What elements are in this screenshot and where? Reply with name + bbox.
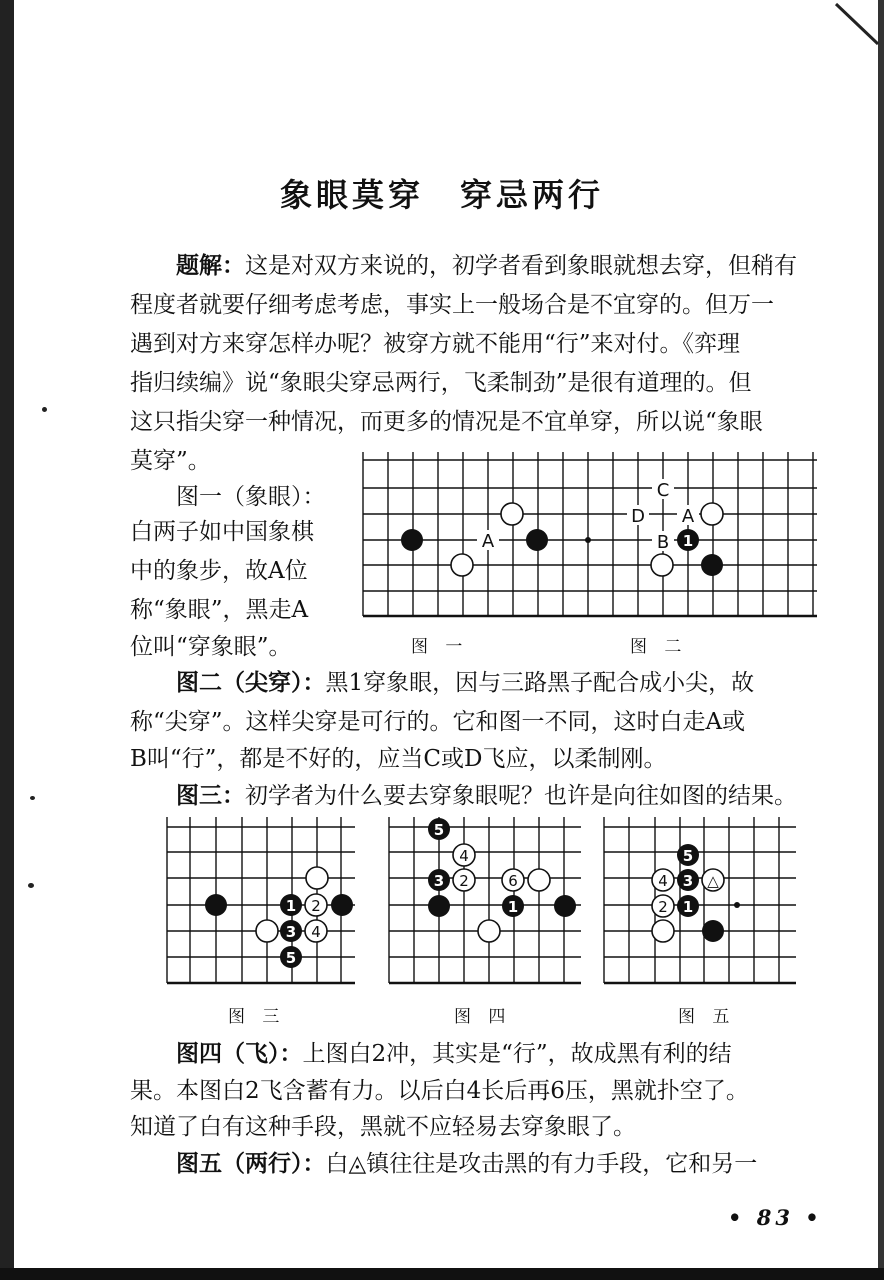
scan-speck (30, 796, 35, 800)
white-stone (478, 920, 500, 942)
point-label-b: B (656, 532, 670, 553)
point-label-d: D (631, 506, 645, 527)
move-number: 5 (433, 821, 445, 839)
caption-fig5: 图 五 (678, 1007, 736, 1027)
white-stone (701, 503, 723, 525)
intro-line-2: 程度者就要仔细考虑考虑，事实上一般场合是不宜穿的。但万一 (130, 292, 774, 318)
page-corner-fold (830, 0, 884, 50)
intro-line-4: 指归续编》说“象眼尖穿忌两行，飞柔制劲”是很有道理的。但 (130, 370, 752, 396)
move-number: 2 (658, 898, 668, 916)
move-number: 5 (682, 847, 694, 865)
move-number: 6 (508, 872, 518, 890)
fig1-label: 图一（象眼）： (176, 484, 326, 510)
fig1-line-3: 称“象眼”，黑走A (130, 597, 309, 623)
go-board-fig3 (160, 817, 360, 987)
fig2-label: 图二（尖穿）： (176, 670, 326, 696)
go-board-fig1-fig2 (355, 452, 825, 624)
intro-line-3: 遇到对方来穿怎样办呢？被穿方就不能用“行”来对付。《弈理 (130, 331, 741, 357)
fig4-line-1: 图四（飞）：上图白2冲，其实是“行”，故成黑有利的结 (176, 1041, 732, 1067)
move-number: 2 (311, 897, 321, 915)
move-number: 1 (507, 898, 519, 916)
white-stone (652, 920, 674, 942)
white-stone (256, 920, 278, 942)
scan-speck (42, 407, 47, 412)
move-number: 4 (311, 923, 321, 941)
black-stone (401, 529, 423, 551)
fig1-line-2: 中的象步，故A位 (130, 558, 308, 584)
scan-speck (28, 883, 34, 888)
white-stone (306, 867, 328, 889)
scan-border-bottom (0, 1268, 884, 1280)
fig1-line-4: 位叫“穿象眼”。 (130, 634, 292, 660)
intro-line-5: 这只指尖穿一种情况，而更多的情况是不宜单穿，所以说“象眼 (130, 409, 763, 435)
intro-line-6: 莫穿”。 (130, 448, 211, 474)
point-label-c: C (656, 480, 670, 501)
move-number: 2 (459, 872, 469, 890)
white-stone (528, 869, 550, 891)
move-number: 1 (285, 897, 297, 915)
black-stone (702, 920, 724, 942)
black-stone (428, 895, 450, 917)
fig4-line-3: 知道了白有这种手段，黑就不应轻易去穿象眼了。 (130, 1114, 636, 1140)
move-number: 1 (682, 898, 694, 916)
black-stone (554, 895, 576, 917)
fig3-line: 图三：初学者为什么要去穿象眼呢？也许是向往如图的结果。 (176, 783, 797, 809)
point-label-a2: A (681, 506, 695, 527)
black-stone (331, 894, 353, 916)
fig4-label: 图四（飞）： (176, 1041, 303, 1067)
go-board-fig4 (385, 817, 585, 987)
move-number: 4 (459, 847, 469, 865)
move-number: 3 (682, 872, 694, 890)
black-stone (701, 554, 723, 576)
fig2-line-3: B叫“行”，都是不好的，应当C或D飞应，以柔制刚。 (130, 746, 667, 772)
intro-line-1: 题解：这是对双方来说的，初学者看到象眼就想去穿，但稍有 (176, 253, 797, 279)
black-stone (526, 529, 548, 551)
move-number: 3 (433, 872, 445, 890)
caption-fig4: 图 四 (454, 1007, 512, 1027)
caption-fig2: 图 二 (630, 637, 688, 657)
point-label-a: A (481, 531, 495, 552)
fig2-line-2: 称“尖穿”。这样尖穿是可行的。它和图一不同，这时白走A或 (130, 709, 746, 735)
fig1-line-1: 白两子如中国象棋 (130, 519, 314, 545)
page-number: • 83 • (728, 1205, 823, 1230)
move-number: 3 (285, 923, 297, 941)
page-title: 象眼莫穿 穿忌两行 (279, 176, 604, 214)
fig2-line-1: 图二（尖穿）：黑1穿象眼，因与三路黑子配合成小尖，故 (176, 670, 755, 696)
go-board-fig5 (600, 817, 800, 987)
black-stone (205, 894, 227, 916)
move-number: 1 (682, 532, 694, 550)
move-number: 5 (285, 949, 297, 967)
fig3-label: 图三： (176, 783, 245, 809)
caption-fig3: 图 三 (228, 1007, 286, 1027)
white-stone (651, 554, 673, 576)
caption-fig1: 图 一 (411, 637, 469, 657)
white-stone (451, 554, 473, 576)
fig4-line-2: 果。本图白2飞含蓄有力。以后白4长后再6压，黑就扑空了。 (130, 1078, 749, 1104)
intro-label: 题解： (176, 253, 245, 279)
white-stone (501, 503, 523, 525)
fig5-line: 图五（两行）：白◬镇往往是攻击黑的有力手段，它和另一 (176, 1151, 758, 1177)
move-number: 4 (658, 872, 668, 890)
triangle-marker: △ (707, 872, 719, 890)
fig5-label: 图五（两行）： (176, 1151, 326, 1177)
